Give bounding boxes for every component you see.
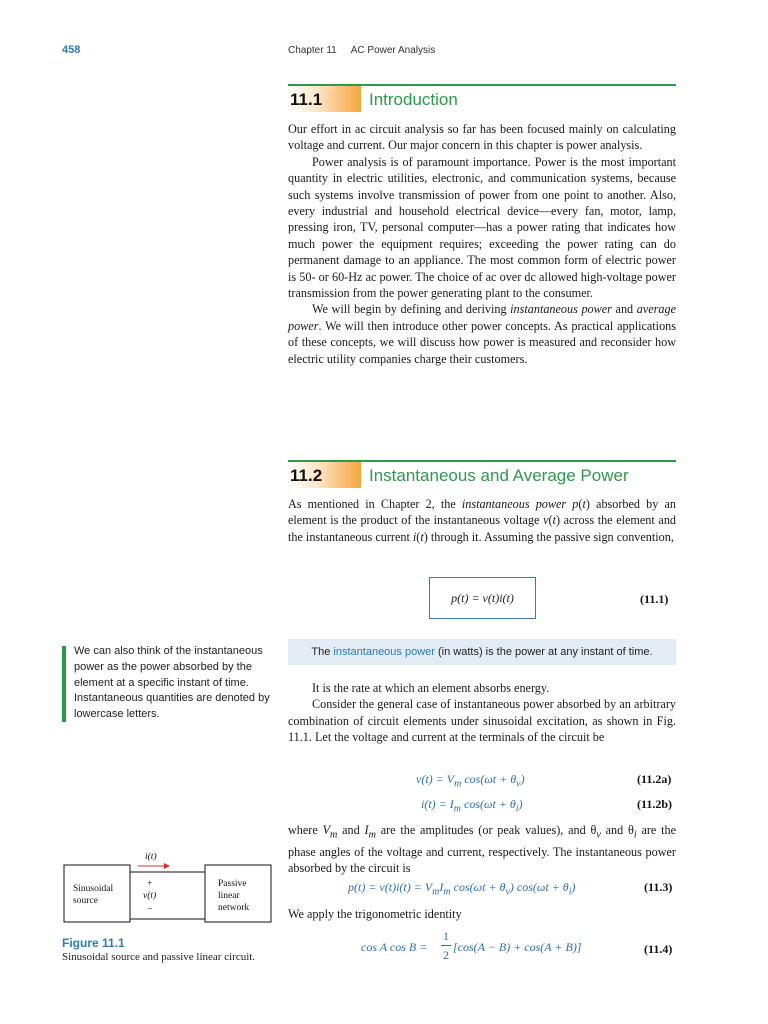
equation-11-4-denominator: 2	[443, 948, 449, 962]
equation-number: (11.2a)	[637, 772, 672, 786]
equation-11-4-numerator: 1	[443, 929, 449, 943]
figure-label: Figure 11.1	[62, 936, 125, 950]
section-number: 11.2	[290, 466, 323, 485]
paragraph: We will begin by defining and deriving instantaneous power and average power. We will then introduce other power concepts. As practical applications of these concepts, we will discuss how power is measured and reconsider how electric utility companies charge their customers.	[288, 302, 676, 366]
paragraph: It is the rate at which an element absorbs energy.	[312, 681, 550, 695]
equation-number: (11.4)	[644, 942, 673, 956]
equation-11-4-lhs: cos A cos B =	[361, 940, 428, 954]
equation-number: (11.1)	[640, 592, 669, 606]
section-2-apply	[288, 906, 676, 922]
equation-11-2b: $i(t) = I_m$ $\cos(\omega t + \theta_i)$	[421, 797, 523, 815]
margin-note-bar	[62, 646, 66, 722]
section-2-body	[288, 680, 676, 746]
equation-number: (11.3)	[644, 880, 673, 894]
section-title: Instantaneous and Average Power	[369, 466, 629, 485]
paragraph: Consider the general case of instantaneous power absorbed by an arbitrary combination of circuit elements under sinusoidal excitation, as shown in Fig. 11.1. Let the voltage and current at the terminals of the circuit be	[288, 697, 676, 745]
equation-number: (11.2b)	[637, 797, 673, 811]
paragraph: As mentioned in Chapter 2, the instantaneous power p(t) absorbed by an element is the product of the instantaneous voltage v(t) across the element and the instantaneous current i(t) through it. Assuming the passive sign convention,	[288, 497, 677, 544]
definition-term: instantaneous power	[333, 646, 435, 658]
equation-box: p(t) = v(t)i(t)	[429, 577, 536, 619]
page-number: 458	[62, 44, 81, 56]
section-2-intro	[288, 496, 676, 545]
minus-sign: −	[147, 905, 153, 915]
current-label: i(t)	[145, 852, 157, 862]
source-label: Sinusoidal source	[73, 884, 114, 906]
section-number: 11.1	[290, 90, 323, 109]
margin-note: We can also think of the instantaneous power as the power absorbed by the element at a specific instant of time. Instantaneous quantities are denoted by lowercase letters.	[74, 645, 270, 721]
paragraph: Power analysis is of paramount importance. Power is the most important quantity in electric utilities, electronic, and communication systems, because such systems involve transmission of power from one point to another. Also, every industrial and household electrical device—every fan, motor, lamp, pressing iron, TV, personal computer—has a power rating that indicates how much power the equipment requires; exceeding the power rating can do permanent damage to an appliance. The most common form of electric power is 50- or 60-Hz ac power. The choice of ac over dc allowed high-voltage power transmission from the power generating plant to the consumer.	[288, 154, 676, 301]
section-2-where	[288, 822, 676, 877]
equation-11-4-rhs: [cos(A − B) + cos(A + B)]	[453, 940, 582, 954]
section-1-body	[288, 121, 676, 367]
chapter-title: AC Power Analysis	[350, 45, 436, 56]
plus-sign: +	[147, 879, 153, 889]
fraction-bar	[441, 945, 451, 946]
paragraph: We apply the trigonometric identity	[288, 907, 462, 921]
running-head	[288, 45, 435, 56]
chapter-label: Chapter 11	[288, 45, 337, 56]
definition-callout: The instantaneous power (in watts) is the power at any instant of time.	[288, 639, 676, 665]
equation-11-2a: $v(t) = V_m$ $\cos(\omega t + \theta_v)$	[416, 772, 525, 790]
network-label: Passive linear network	[218, 879, 250, 913]
voltage-label: v(t)	[143, 891, 157, 901]
section-title: Introduction	[369, 90, 458, 109]
paragraph: Our effort in ac circuit analysis so far has been focused mainly on calculating voltage and current. Our major concern in this chapter is power analysis.	[288, 122, 676, 153]
current-arrow-head	[164, 863, 170, 869]
figure-caption: Sinusoidal source and passive linear circuit.	[62, 951, 256, 963]
paragraph: where $V_m$ and $I_m$ are the amplitudes (or peak values), and $\theta_v$ and $\theta_i$ are the phase angles of the voltage and current, respectively. The instantaneous power absorbed by the circuit is	[288, 823, 676, 876]
equation-11-3: $p(t) = v(t)i(t) = V_mI_m$ $\cos(\omega t + \theta_v)$ $\cos(\omega t + \theta_i)$	[348, 880, 576, 898]
